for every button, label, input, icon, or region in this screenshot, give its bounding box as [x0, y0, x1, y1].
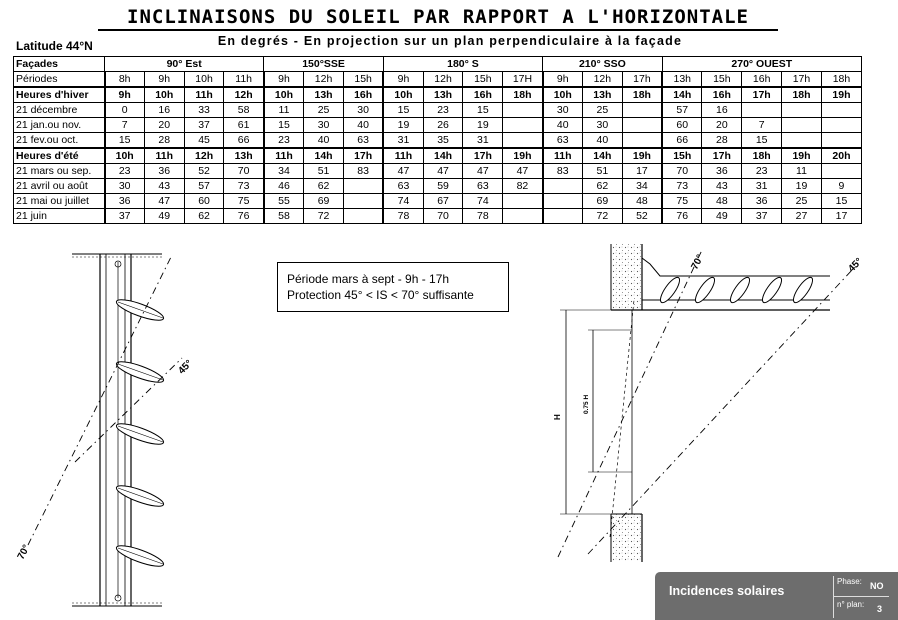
table-cell: 10h [383, 87, 423, 103]
table-cell: 35 [423, 133, 463, 149]
row-label: Heures d'été [14, 148, 105, 164]
table-cell: 34 [264, 164, 304, 179]
table-cell: 55 [264, 194, 304, 209]
table-cell: 17H [503, 72, 543, 88]
table-cell: 46 [264, 179, 304, 194]
table-cell: 49 [702, 209, 742, 224]
table-cell: 66 [662, 133, 702, 149]
table-cell: 17 [821, 209, 861, 224]
row-label: 21 mars ou sep. [14, 164, 105, 179]
table-cell: 23 [423, 103, 463, 118]
table-cell: 75 [224, 194, 264, 209]
table-cell: 51 [582, 164, 622, 179]
table-cell: 9h [264, 72, 304, 88]
table-cell: 17h [702, 148, 742, 164]
table-cell: 37 [184, 118, 224, 133]
table-cell: 0 [105, 103, 145, 118]
table-cell: 78 [383, 209, 423, 224]
table-cell: 62 [582, 179, 622, 194]
right-angle-70-label: 70° [689, 253, 707, 272]
right-blades [657, 275, 815, 305]
phase-label: Phase: [837, 577, 862, 586]
table-cell: 25 [304, 103, 344, 118]
table-cell: 150°SSE [264, 57, 383, 72]
table-cell: 13h [224, 148, 264, 164]
table-cell: 20h [821, 148, 861, 164]
table-cell: 15 [821, 194, 861, 209]
table-cell: 19 [383, 118, 423, 133]
row-label: Façades [14, 57, 105, 72]
table-cell: 72 [582, 209, 622, 224]
title-block-title: Incidences solaires [669, 584, 785, 598]
table-cell: 270° OUEST [662, 57, 861, 72]
table-cell: 19h [622, 148, 662, 164]
table-cell: 15 [264, 118, 304, 133]
table-cell: 9h [543, 72, 583, 88]
table-cell: 12h [582, 72, 622, 88]
table-cell: 63 [383, 179, 423, 194]
table-cell: 14h [423, 148, 463, 164]
table-cell: 70 [224, 164, 264, 179]
table-cell: 28 [144, 133, 184, 149]
table-cell: 63 [343, 133, 383, 149]
table-cell: 36 [105, 194, 145, 209]
table-cell: 66 [224, 133, 264, 149]
table-cell: 19h [503, 148, 543, 164]
right-brise-soleil-drawing [553, 244, 865, 562]
table-cell: 82 [503, 179, 543, 194]
table-cell: 30 [582, 118, 622, 133]
table-cell: 40 [343, 118, 383, 133]
table-cell: 17h [742, 87, 782, 103]
table-cell: 83 [343, 164, 383, 179]
table-cell: 47 [144, 194, 184, 209]
table-cell: 12h [184, 148, 224, 164]
table-cell: 12h [423, 72, 463, 88]
table-cell: 52 [622, 209, 662, 224]
table-cell: 10h [144, 87, 184, 103]
table-cell: 180° S [383, 57, 542, 72]
table-cell: 15 [383, 103, 423, 118]
table-cell: 48 [622, 194, 662, 209]
table-cell: 30 [343, 103, 383, 118]
plan-number-label: n° plan: [837, 600, 865, 609]
table-cell: 45 [184, 133, 224, 149]
table-cell: 11 [782, 164, 822, 179]
brise-soleil-blade [727, 275, 752, 305]
table-cell: 23 [105, 164, 145, 179]
table-cell: 27 [782, 209, 822, 224]
table-cell: 48 [702, 194, 742, 209]
table-cell: 19 [463, 118, 503, 133]
page-title: INCLINAISONS DU SOLEIL PAR RAPPORT A L'HORIZONTALE [98, 5, 778, 31]
table-cell: 58 [264, 209, 304, 224]
table-cell: 16h [463, 87, 503, 103]
table-cell: 63 [543, 133, 583, 149]
table-cell: 58 [224, 103, 264, 118]
table-cell: 16h [702, 87, 742, 103]
table-cell: 26 [423, 118, 463, 133]
table-cell: 23 [742, 164, 782, 179]
brise-soleil-blade [759, 275, 784, 305]
table-cell: 62 [184, 209, 224, 224]
table-cell: 76 [224, 209, 264, 224]
table-cell: 17h [782, 72, 822, 88]
table-cell: 12h [304, 72, 344, 88]
table-cell: 17h [343, 148, 383, 164]
table-cell: 60 [184, 194, 224, 209]
table-cell: 18h [503, 87, 543, 103]
table-cell: 72 [304, 209, 344, 224]
table-cell: 14h [582, 148, 622, 164]
table-cell: 69 [582, 194, 622, 209]
table-cell: 28 [702, 133, 742, 149]
plan-number-value: 3 [877, 604, 883, 614]
table-cell: 17h [463, 148, 503, 164]
table-cell: 47 [423, 164, 463, 179]
table-cell: 36 [702, 164, 742, 179]
table-cell: 11h [264, 148, 304, 164]
table-cell: 75 [662, 194, 702, 209]
table-cell: 59 [423, 179, 463, 194]
table-cell: 18h [622, 87, 662, 103]
brise-soleil-blade [657, 275, 682, 305]
table-cell: 74 [383, 194, 423, 209]
table-cell: 30 [543, 103, 583, 118]
table-cell: 40 [304, 133, 344, 149]
table-cell: 30 [105, 179, 145, 194]
table-cell: 15h [343, 72, 383, 88]
table-cell: 43 [144, 179, 184, 194]
table-cell: 40 [582, 133, 622, 149]
table-cell: 31 [463, 133, 503, 149]
right-angle-45-label: 45° [846, 256, 865, 275]
table-cell: 14h [662, 87, 702, 103]
table-cell: 69 [304, 194, 344, 209]
table-cell: 60 [662, 118, 702, 133]
table-cell: 73 [224, 179, 264, 194]
table-cell: 51 [304, 164, 344, 179]
table-cell: 78 [463, 209, 503, 224]
table-cell: 61 [224, 118, 264, 133]
table-cell: 11h [184, 87, 224, 103]
table-cell: 15 [463, 103, 503, 118]
table-cell: 13h [582, 87, 622, 103]
table-cell: 19h [821, 87, 861, 103]
table-cell: 17 [622, 164, 662, 179]
table-cell: 62 [304, 179, 344, 194]
left-angle-70-label: 70° [15, 543, 33, 562]
table-cell: 37 [742, 209, 782, 224]
table-cell: 15h [662, 148, 702, 164]
note-line-2: Protection 45° < IS < 70° suffisante [287, 288, 474, 302]
latitude-label: Latitude 44°N [16, 39, 93, 53]
table-cell: 8h [105, 72, 145, 88]
table-cell: 36 [144, 164, 184, 179]
subtitle: En degrés - En projection sur un plan perpendiculaire à la façade [217, 34, 683, 48]
table-cell: 7 [742, 118, 782, 133]
table-cell: 19h [782, 148, 822, 164]
table-cell: 15h [702, 72, 742, 88]
table-cell: 17h [622, 72, 662, 88]
table-cell: 11h [224, 72, 264, 88]
table-cell: 18h [782, 87, 822, 103]
row-label: 21 juin [14, 209, 105, 224]
table-cell: 83 [543, 164, 583, 179]
table-cell: 52 [184, 164, 224, 179]
table-cell: 57 [184, 179, 224, 194]
table-cell: 10h [264, 87, 304, 103]
table-cell: 57 [662, 103, 702, 118]
left-louvre-drawing [16, 254, 195, 606]
table-cell: 16 [702, 103, 742, 118]
table-cell: 47 [503, 164, 543, 179]
table-cell: 7 [105, 118, 145, 133]
table-cell: 33 [184, 103, 224, 118]
table-cell: 36 [742, 194, 782, 209]
table-cell: 11h [383, 148, 423, 164]
table-cell: 210° SSO [543, 57, 662, 72]
table-cell: 13h [423, 87, 463, 103]
table-cell: 11 [264, 103, 304, 118]
table-cell: 19 [782, 179, 822, 194]
table-cell: 16 [144, 103, 184, 118]
table-cell: 9h [105, 87, 145, 103]
phase-value: NO [870, 581, 884, 591]
table-cell: 67 [423, 194, 463, 209]
table-cell: 20 [702, 118, 742, 133]
table-cell: 11h [543, 148, 583, 164]
table-cell: 14h [304, 148, 344, 164]
table-cell: 49 [144, 209, 184, 224]
table-cell: 9 [821, 179, 861, 194]
table-cell: 10h [105, 148, 145, 164]
row-label: 21 jan.ou nov. [14, 118, 105, 133]
left-blades [114, 296, 165, 570]
table-cell: 16h [343, 87, 383, 103]
dim-h-label: H [553, 414, 562, 420]
table-cell: 18h [821, 72, 861, 88]
table-cell: 76 [662, 209, 702, 224]
table-cell: 12h [224, 87, 264, 103]
table-cell: 9h [383, 72, 423, 88]
table-cell: 25 [582, 103, 622, 118]
brise-soleil-blade [790, 275, 815, 305]
table-cell: 15h [463, 72, 503, 88]
table-cell: 31 [383, 133, 423, 149]
table-cell: 15 [105, 133, 145, 149]
row-label: 21 mai ou juillet [14, 194, 105, 209]
table-cell: 11h [144, 148, 184, 164]
table-cell: 73 [662, 179, 702, 194]
title-block-divider [833, 576, 834, 618]
table-cell: 63 [463, 179, 503, 194]
table-cell: 10h [184, 72, 224, 88]
table-cell: 10h [543, 87, 583, 103]
table-cell: 43 [702, 179, 742, 194]
table-cell: 20 [144, 118, 184, 133]
table-cell: 31 [742, 179, 782, 194]
note-line-1: Période mars à sept - 9h - 17h [287, 272, 450, 286]
table-cell: 90° Est [105, 57, 264, 72]
table-cell: 47 [463, 164, 503, 179]
table-cell: 47 [383, 164, 423, 179]
table-cell: 34 [622, 179, 662, 194]
dim-075h-label: 0.75 H [583, 394, 590, 414]
row-label: 21 fev.ou oct. [14, 133, 105, 149]
table-cell: 15 [742, 133, 782, 149]
table-cell: 13h [304, 87, 344, 103]
title-block [655, 572, 898, 620]
row-label: Périodes [14, 72, 105, 88]
brise-soleil-blade [692, 275, 717, 305]
row-label: 21 décembre [14, 103, 105, 118]
row-label: Heures d'hiver [14, 87, 105, 103]
table-cell: 13h [662, 72, 702, 88]
table-cell: 70 [423, 209, 463, 224]
left-angle-45-label: 45° [176, 358, 195, 377]
table-cell: 23 [264, 133, 304, 149]
table-cell: 30 [304, 118, 344, 133]
table-cell: 16h [742, 72, 782, 88]
row-label: 21 avril ou août [14, 179, 105, 194]
table-cell: 74 [463, 194, 503, 209]
table-cell: 40 [543, 118, 583, 133]
table-cell: 25 [782, 194, 822, 209]
table-cell: 70 [662, 164, 702, 179]
title-block-hline [833, 596, 889, 597]
table-cell: 9h [144, 72, 184, 88]
table-cell: 37 [105, 209, 145, 224]
table-cell: 18h [742, 148, 782, 164]
